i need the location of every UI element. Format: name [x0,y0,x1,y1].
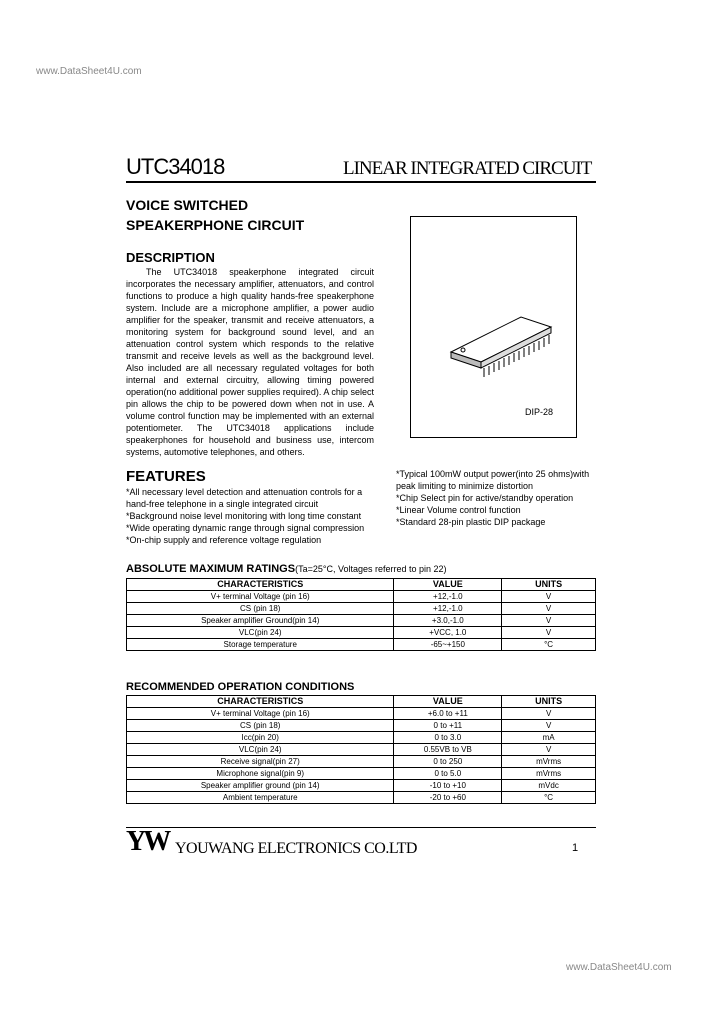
table-header-row [127,696,596,708]
table-header-cell: UNITS [502,696,596,708]
features-heading: FEATURES [126,468,206,485]
rec-op-title: RECOMMENDED OPERATION CONDITIONS [126,681,355,693]
header-rule [126,181,596,183]
table-row [127,708,596,720]
table-cell: Speaker amplifier Ground(pin 14) [127,615,394,627]
table-cell: V [502,627,596,639]
description-heading: DESCRIPTION [126,250,215,265]
table-cell: V [502,603,596,615]
table-cell: V+ terminal Voltage (pin 16) [127,708,394,720]
table-row [127,744,596,756]
rec-op-table [126,695,596,804]
table-cell: mA [502,732,596,744]
table-cell: V [502,744,596,756]
abs-max-table [126,578,596,651]
page-title [126,195,304,235]
table-cell: VLC(pin 24) [127,744,394,756]
table-cell: -10 to +10 [394,780,502,792]
table-cell: +VCC, 1.0 [394,627,502,639]
table-cell: mVrms [502,768,596,780]
abs-max-title [126,563,447,575]
table-row [127,768,596,780]
footer-rule [126,827,596,828]
table-cell: +12,-1.0 [394,591,502,603]
package-figure [410,216,577,438]
table-cell: V [502,720,596,732]
header-category: LINEAR INTEGRATED CIRCUIT [343,158,592,179]
feature-item: *On-chip supply and reference voltage regulation [126,535,322,545]
table-row [127,627,596,639]
table-cell: Receive signal(pin 27) [127,756,394,768]
table-row [127,792,596,804]
features-right-list [396,468,589,528]
abs-max-title-text: ABSOLUTE MAXIMUM RATINGS [126,563,296,575]
table-cell: °C [502,792,596,804]
table-row [127,603,596,615]
package-label: DIP-28 [525,407,554,417]
table-cell: mVrms [502,756,596,768]
title-line-2: SPEAKERPHONE CIRCUIT [126,217,305,233]
feature-item: *All necessary level detection and attenuation controls for a [126,487,363,497]
table-cell: 0 to 3.0 [394,732,502,744]
features-left-list [126,486,364,546]
table-cell: 0 to +11 [394,720,502,732]
company-logo: YW [126,826,169,857]
feature-item: *Linear Volume control function [396,505,521,515]
table-cell: Speaker amplifier ground (pin 14) [127,780,394,792]
table-row [127,720,596,732]
table-cell: -20 to +60 [394,792,502,804]
description-text: The UTC34018 speakerphone integrated circuit incorporates the necessary amplifier, attenuators, and control functions to produce a high quality hands-free speakerphone system. Include are a microphone amplifier, a power audio amplifier for the speaker, transmit and receive attenuators, a monitoring system for background sound level, and an attenuation control system which responds to the relative transmit and receive levels as well as the background level. Also included are all necessary regulated voltages for both internal and external circuitry, allowing timing powered operation(no additional power supplies required). A chip select pin allows the chip to be powered down when not in use. A volume control function may be implemented with an external potentiometer. The UTC34018 applications include speakerphones for household and business use, intercom systems, automotive telephones, and others. [126,267,374,457]
table-cell: CS (pin 18) [127,720,394,732]
title-line-1: VOICE SWITCHED [126,197,249,213]
table-cell: °C [502,639,596,651]
feature-item: *Background noise level monitoring with long time constant [126,511,362,521]
table-row [127,732,596,744]
feature-item: *Typical 100mW output power(into 25 ohms)with [396,469,590,479]
table-header-cell: VALUE [394,696,502,708]
table-cell: V+ terminal Voltage (pin 16) [127,591,394,603]
table-cell: V [502,708,596,720]
table-cell: -65~+150 [394,639,502,651]
table-cell: 0 to 5.0 [394,768,502,780]
page-number: 1 [572,842,579,854]
table-cell: Icc(pin 20) [127,732,394,744]
table-header-cell: CHARACTERISTICS [127,696,394,708]
table-cell: Ambient temperature [127,792,394,804]
table-cell: +3.0,-1.0 [394,615,502,627]
table-row [127,639,596,651]
abs-max-note: (Ta=25°C, Voltages referred to pin 22) [295,564,447,574]
table-cell: CS (pin 18) [127,603,394,615]
table-row [127,615,596,627]
table-cell: Storage temperature [127,639,394,651]
feature-item: *Chip Select pin for active/standby operation [396,493,574,503]
feature-item: hand-free telephone in a single integrated circuit [126,499,319,509]
table-row [127,591,596,603]
table-cell: +6.0 to +11 [394,708,502,720]
table-cell: 0 to 250 [394,756,502,768]
table-header-row [127,579,596,591]
table-cell: V [502,591,596,603]
table-cell: 0.55VB to VB [394,744,502,756]
table-cell: VLC(pin 24) [127,627,394,639]
feature-item: *Wide operating dynamic range through signal compression [126,523,365,533]
table-cell: V [502,615,596,627]
table-row [127,756,596,768]
watermark-top: www.DataSheet4U.com [36,66,142,77]
table-row [127,780,596,792]
part-number: UTC34018 [126,154,225,179]
watermark-bottom: www.DataSheet4U.com [566,962,672,973]
table-cell: mVdc [502,780,596,792]
table-cell: +12,-1.0 [394,603,502,615]
table-header-cell: UNITS [502,579,596,591]
feature-item: peak limiting to minimize distortion [396,481,534,491]
company-name: YOUWANG ELECTRONICS CO.LTD [175,840,417,857]
table-header-cell: VALUE [394,579,502,591]
table-header-cell: CHARACTERISTICS [127,579,394,591]
feature-item: *Standard 28-pin plastic DIP package [396,517,546,527]
table-cell: Microphone signal(pin 9) [127,768,394,780]
dip28-chip-icon [411,217,576,437]
